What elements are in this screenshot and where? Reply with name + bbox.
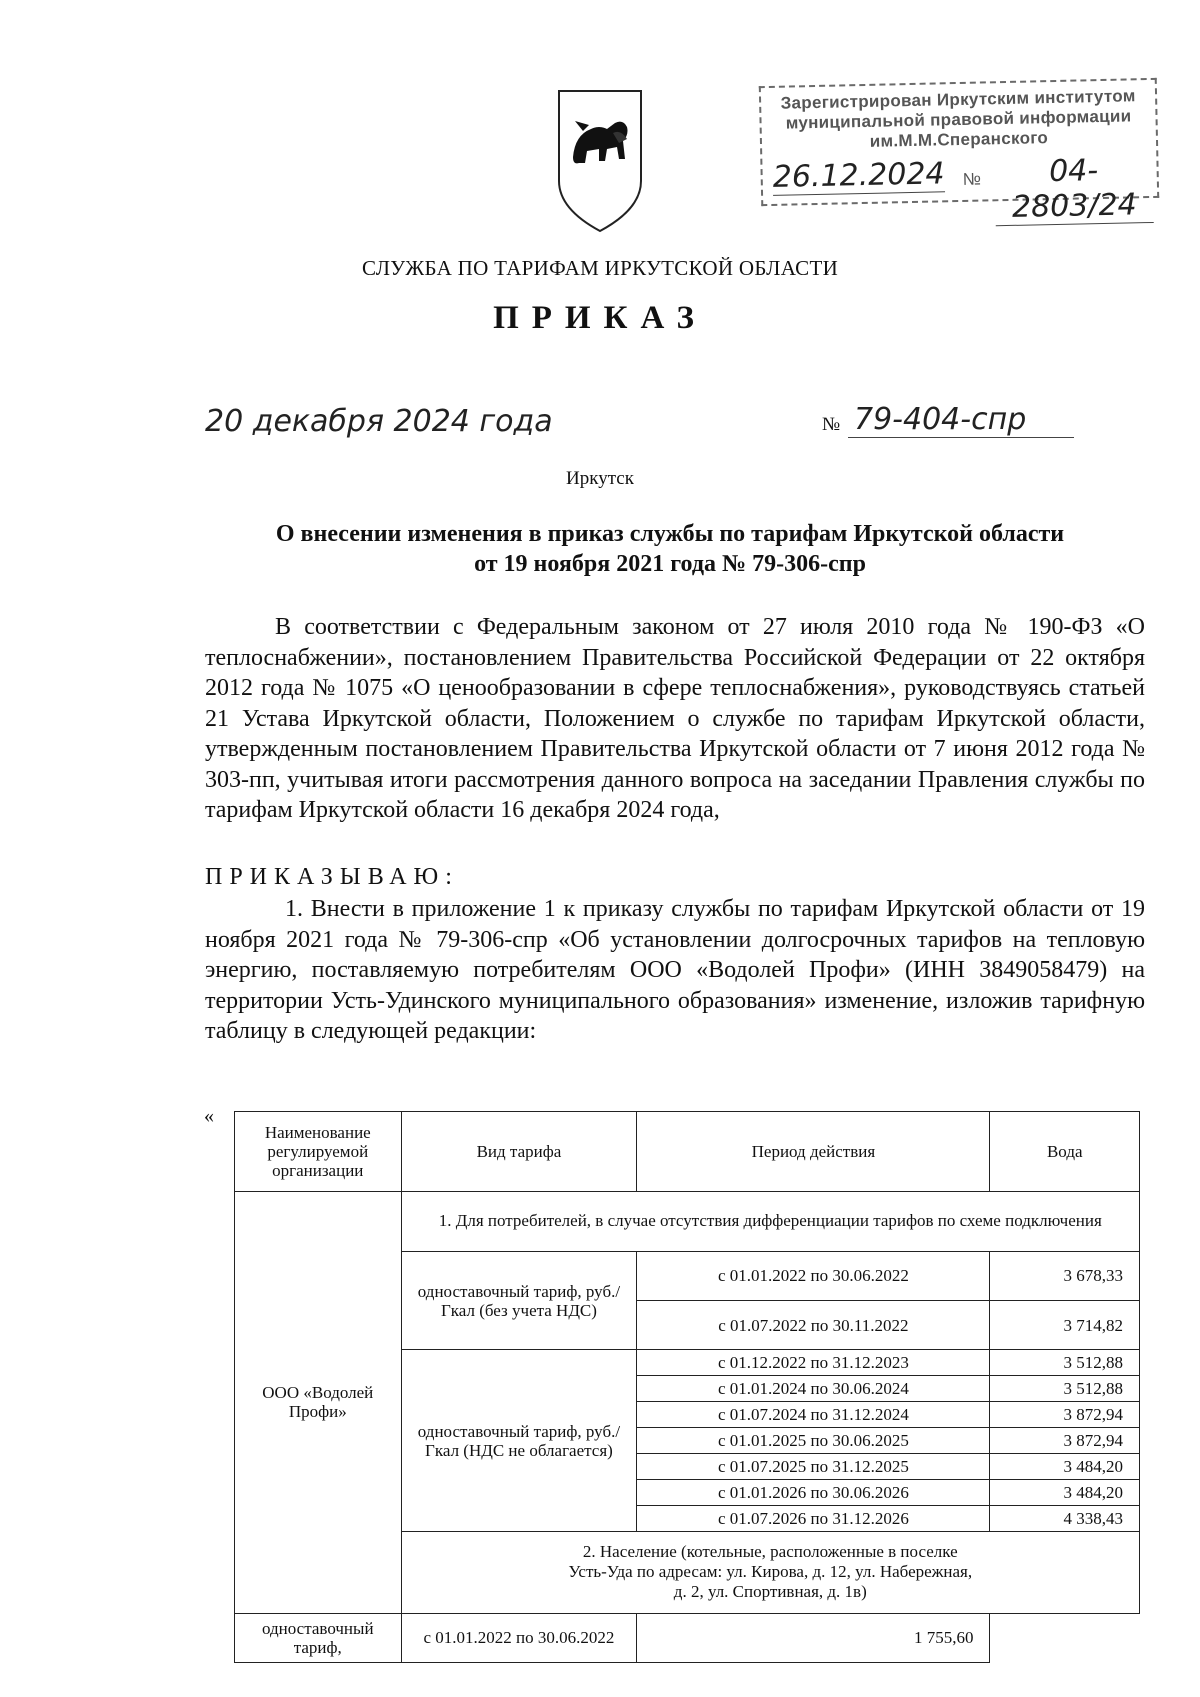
section-2-cell [401,1531,1139,1613]
open-quote: « [204,1105,214,1127]
stamp-line-2: муниципальной правовой информации [785,106,1132,133]
stamp-number: 04-2803/24 [994,152,1153,226]
value-cell: 3 512,88 [990,1376,1140,1402]
value-cell: 3 872,94 [990,1428,1140,1454]
period-cell: с 01.07.2025 по 31.12.2025 [637,1454,990,1480]
period-cell: с 01.07.2026 по 31.12.2026 [637,1506,990,1532]
table-header-row [235,1112,1140,1192]
value-cell: 3 484,20 [990,1454,1140,1480]
period-cell: с 01.01.2025 по 30.06.2025 [637,1428,990,1454]
table-row [235,1613,1140,1663]
agency-name: СЛУЖБА ПО ТАРИФАМ ИРКУТСКОЙ ОБЛАСТИ [361,256,839,280]
city: Иркутск [566,468,634,489]
subject-line-1: О внесении изменения в приказ службы по тарифам Иркутской области [275,521,1065,547]
section-2-line-1: 2. Население (котельные, расположенные в поселке [582,1542,958,1562]
order-subject [200,519,1140,579]
value-cell: 3 714,82 [990,1301,1140,1350]
stamp-line-3: им.М.М.Сперанского [869,128,1049,151]
tariff-type-cell: одноставочный тариф, руб./Гкал (без учета НДС) [401,1251,637,1350]
period-cell: с 01.01.2022 по 30.06.2022 [637,1251,990,1300]
stamp-number-sign: № [962,169,982,189]
header-period: Период действия [637,1112,990,1192]
period-cell: с 01.01.2022 по 30.06.2022 [401,1613,637,1663]
header-tariff-type: Вид тарифа [401,1112,637,1192]
preamble-paragraph: В соответствии с Федеральным законом от 27 июля 2010 года № 190-ФЗ «О теплоснабжении», постановлением Правительства Российской Федерации от 22 октября 2012 года № 1075 «О ценообразовании в сфере теплоснабжения», руководствуясь статьей 21 Устава Иркутской области, Положением о службе по тарифам Иркутской области, утвержденным постановлением Правительства Иркутской области от 7 июня 2012 года № 303-пп, учитывая итоги рассмотрения данного вопроса на заседании Правления службы по тарифам Иркутской области 16 декабря 2024 года, [205,614,1145,823]
period-cell: с 01.01.2026 по 30.06.2026 [637,1480,990,1506]
section-2-line-2: Усть-Уда по адресам: ул. Кирова, д. 12, ул. Набережная, [568,1562,973,1582]
value-cell: 3 484,20 [990,1480,1140,1506]
period-cell: с 01.12.2022 по 31.12.2023 [637,1350,990,1376]
tariff-type-cell: одноставочный тариф, [235,1613,402,1663]
registration-stamp [759,78,1159,225]
sable-coat-of-arms-icon [555,85,645,235]
tariff-table [234,1111,1140,1663]
stamp-line-1: Зарегистрирован Иркутским институтом [780,86,1136,113]
order-number: 79-404-спр [848,402,1074,438]
header-org: Наименование регулируемой организации [235,1112,402,1192]
period-cell: с 01.07.2024 по 31.12.2024 [637,1402,990,1428]
section-2-line-3: д. 2, ул. Спортивная, д. 1в) [673,1582,867,1602]
value-cell: 3 512,88 [990,1350,1140,1376]
document-type: ПРИКАЗ [493,300,707,336]
tariff-type-cell: одноставочный тариф, руб./Гкал (НДС не облагается) [401,1350,637,1532]
table-row [235,1192,1140,1251]
item-1-paragraph: 1. Внести в приложение 1 к приказу службы по тарифам Иркутской области от 19 ноября 2021 года № 79-306-спр «Об установлении долгосрочных тарифов на тепловую энергию, поставляемую потребителям ООО «Водолей Профи» (ИНН 3849058479) на территории Усть-Удинского муниципального образования» изменение, изложив тарифную таблицу в следующей редакции: [205,896,1145,1044]
period-cell: с 01.07.2022 по 30.11.2022 [637,1301,990,1350]
decree-word: ПРИКАЗЫВАЮ: [205,864,459,890]
value-cell: 4 338,43 [990,1506,1140,1532]
value-cell: 3 678,33 [990,1251,1140,1300]
period-cell: с 01.01.2024 по 30.06.2024 [637,1376,990,1402]
order-date: 20 декабря 2024 года [205,404,553,439]
section-1-cell: 1. Для потребителей, в случае отсутствия дифференциации тарифов по схеме подключения [401,1192,1139,1251]
org-name-cell: ООО «Водолей Профи» [235,1192,402,1613]
value-cell: 1 755,60 [637,1613,990,1663]
value-cell: 3 872,94 [990,1402,1140,1428]
stamp-date: 26.12.2024 [772,156,945,195]
subject-line-2: от 19 ноября 2021 года № 79-306-спр [474,551,866,577]
header-water: Вода [990,1112,1140,1192]
order-number-sign: № [822,414,841,435]
